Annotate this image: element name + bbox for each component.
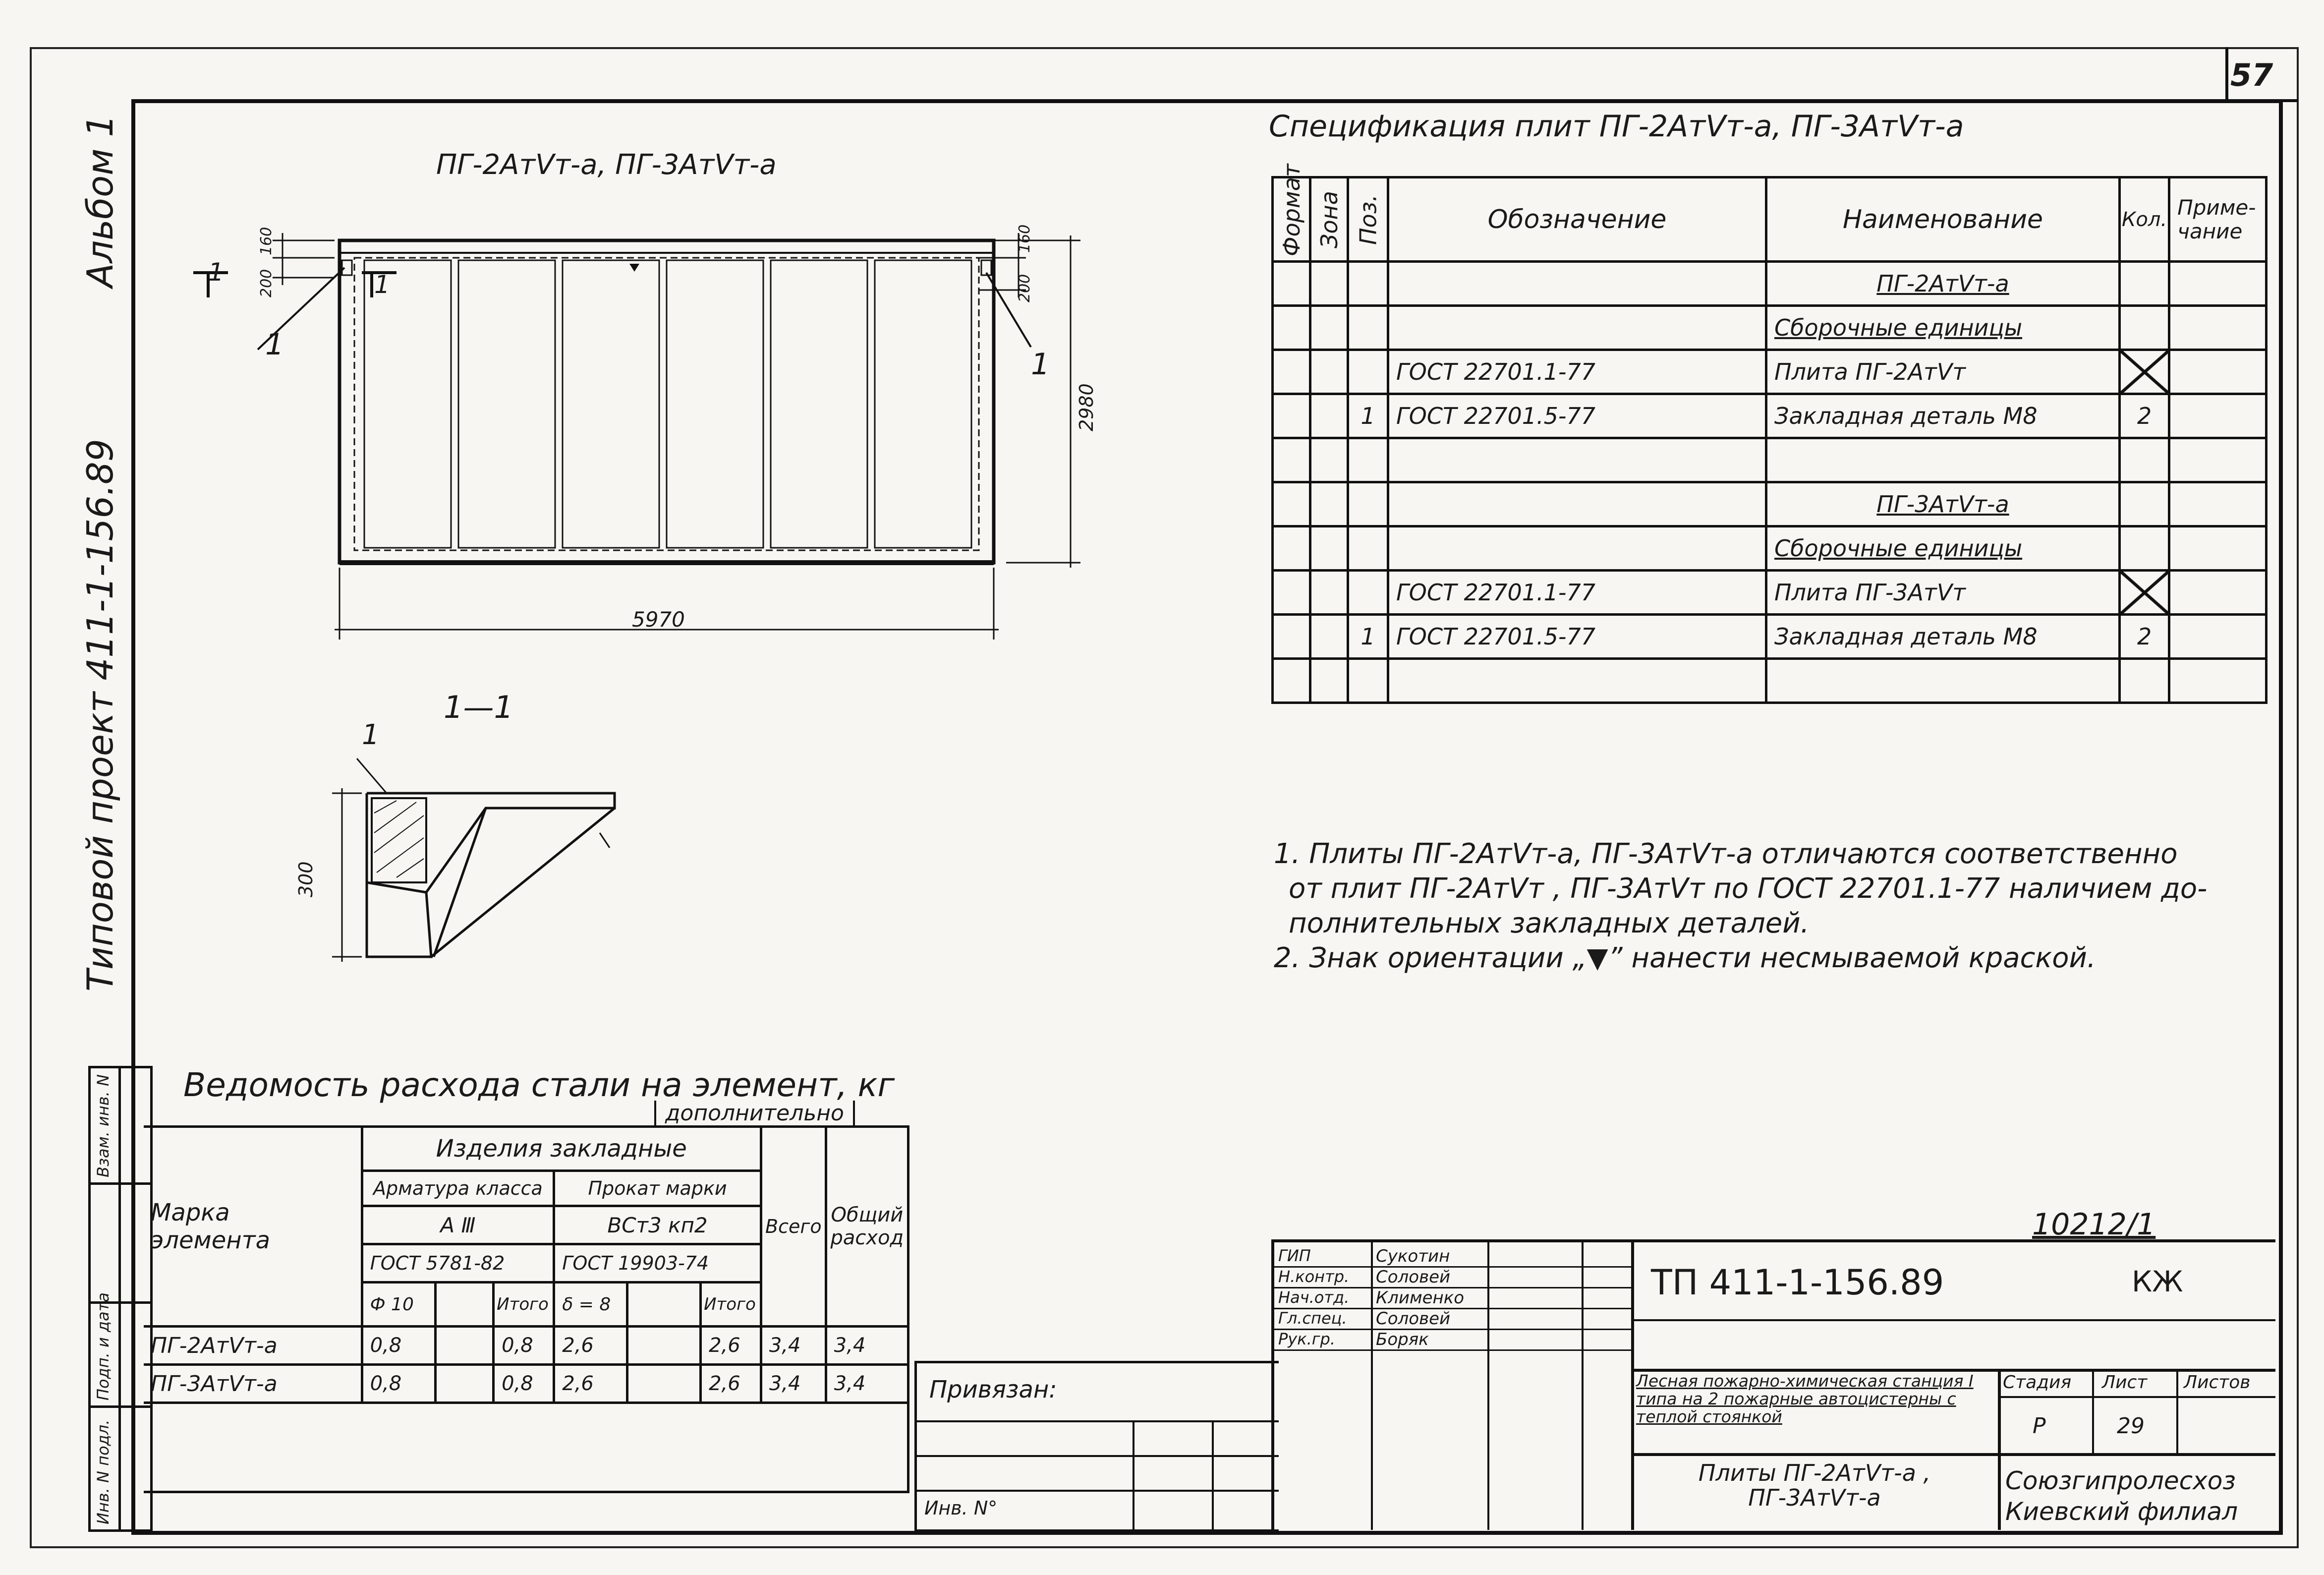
spec-name-cell: Сборочные единицы — [1766, 306, 2120, 350]
steel-h-total2: Итого — [701, 1283, 761, 1327]
person-name: Соловей — [1376, 1309, 1451, 1329]
side-stamp — [88, 1066, 153, 1532]
spec-table — [1271, 164, 2267, 704]
steel-h-delta: δ = 8 — [554, 1283, 627, 1327]
spec-note-cell — [2169, 482, 2267, 526]
spec-row — [1273, 306, 2267, 350]
spec-pos-cell: 1 — [1348, 615, 1388, 659]
spec-note-cell — [2169, 526, 2267, 571]
sheets-header: Листов — [2184, 1372, 2251, 1393]
spec-h-pos: Поз. — [1348, 177, 1388, 262]
spec-note-cell — [2169, 571, 2267, 615]
spec-qty-cell — [2120, 571, 2169, 615]
person-role: ГИП — [1278, 1246, 1311, 1265]
spec-qty-cell — [2120, 350, 2169, 394]
spec-designation-cell — [1388, 526, 1766, 571]
spec-row — [1273, 394, 2267, 438]
plan-title: ПГ-2АтⅤт-а, ПГ-3АтⅤт-а — [436, 149, 777, 181]
spec-designation-cell: ГОСТ 22701.1-77 — [1388, 350, 1766, 394]
spec-pos-cell — [1348, 571, 1388, 615]
spec-row — [1273, 262, 2267, 306]
spec-qty-cell — [2120, 659, 2169, 703]
spec-pos-cell — [1348, 438, 1388, 482]
sheet-header: Лист — [2102, 1372, 2148, 1393]
order-number: 10212/1 — [2032, 1207, 2156, 1242]
note-line-2: от плит ПГ-2АтⅤт , ПГ-3АтⅤт по ГОСТ 22701.1-77 наличием до- — [1289, 873, 2208, 905]
spec-qty-cell: 2 — [2120, 394, 2169, 438]
steel-cell-t1: 0,8 — [494, 1365, 554, 1403]
steel-cell-d: 2,6 — [554, 1365, 627, 1403]
plan-dim-width: 5970 — [632, 607, 685, 632]
plan-dim-height: 2980 — [1076, 383, 1097, 431]
steel-h-total1: Итого — [494, 1283, 554, 1327]
spec-qty-cell — [2120, 306, 2169, 350]
steel-cell-t1: 0,8 — [494, 1327, 554, 1365]
steel-title: Ведомость расхода стали на элемент, кг — [183, 1066, 895, 1104]
steel-h-products: Изделия закладные — [362, 1127, 761, 1171]
spec-note-cell — [2169, 306, 2267, 350]
stamp-label-inv: Взам. инв. N — [94, 1074, 113, 1177]
spec-format-cell — [1273, 306, 1310, 350]
steel-cell-phi: 0,8 — [362, 1365, 435, 1403]
steel-h-rebar: Арматура класса — [362, 1171, 554, 1206]
spec-h-designation: Обозначение — [1388, 177, 1766, 262]
steel-cell-blank — [435, 1365, 493, 1403]
steel-cell-blank — [627, 1327, 701, 1365]
spec-name-cell: Закладная деталь М8 — [1766, 615, 2120, 659]
spec-zone-cell — [1310, 571, 1348, 615]
spec-zone-cell — [1310, 262, 1348, 306]
person-name: Боряк — [1376, 1330, 1429, 1349]
spec-note-cell — [2169, 615, 2267, 659]
spec-name-cell — [1766, 438, 2120, 482]
steel-h-rebar-gost: ГОСТ 5781-82 — [362, 1244, 554, 1283]
steel-subtitle: дополнительно — [654, 1101, 855, 1128]
spec-zone-cell — [1310, 350, 1348, 394]
binding-label: Привязан: — [929, 1376, 1057, 1403]
steel-cell-phi: 0,8 — [362, 1327, 435, 1365]
stamp-label-orig: Инв. N подл. — [94, 1419, 113, 1524]
spec-format-cell — [1273, 615, 1310, 659]
note-line-3: полнительных закладных деталей. — [1289, 907, 1810, 939]
spec-designation-cell: ГОСТ 22701.1-77 — [1388, 571, 1766, 615]
steel-table — [144, 1125, 909, 1493]
person-name: Соловей — [1376, 1267, 1451, 1287]
spec-name-cell: ПГ-2АтⅤт-а — [1766, 262, 2120, 306]
spec-qty-cell — [2120, 438, 2169, 482]
steel-cell-mark: ПГ-2АтⅤт-а — [144, 1327, 362, 1365]
spec-row — [1273, 615, 2267, 659]
spec-zone-cell — [1310, 526, 1348, 571]
spec-h-qty: Кол. — [2120, 177, 2169, 262]
steel-h-rolled: Прокат марки — [554, 1171, 761, 1206]
plan-callout-right: 1 — [1031, 347, 1050, 382]
spec-note-cell — [2169, 659, 2267, 703]
steel-cell-t2: 2,6 — [701, 1327, 761, 1365]
organization: Союзгипролесхоз Киевский филиал — [2005, 1466, 2238, 1526]
spec-zone-cell — [1310, 659, 1348, 703]
steel-cell-mark: ПГ-3АтⅤт-а — [144, 1365, 362, 1403]
spec-zone-cell — [1310, 615, 1348, 659]
spec-zone-cell — [1310, 482, 1348, 526]
stage-value: Р — [2033, 1413, 2046, 1439]
title-block — [1271, 1239, 2275, 1530]
steel-cell-all: 3,4 — [761, 1365, 826, 1403]
steel-h-phi: Ф 10 — [362, 1283, 435, 1327]
steel-cell-all: 3,4 — [761, 1327, 826, 1365]
spec-note-cell — [2169, 350, 2267, 394]
spec-format-cell — [1273, 571, 1310, 615]
section-dim-300: 300 — [295, 861, 317, 897]
section-title: 1—1 — [444, 689, 513, 725]
sheet-value: 29 — [2117, 1413, 2145, 1439]
section-drawing — [297, 744, 654, 982]
spec-pos-cell — [1348, 350, 1388, 394]
spec-designation-cell — [1388, 659, 1766, 703]
person-name: Клименко — [1376, 1288, 1465, 1308]
section-mark-right: 1 — [374, 270, 390, 299]
steel-cell-blank — [627, 1365, 701, 1403]
spec-designation-cell: ГОСТ 22701.5-77 — [1388, 394, 1766, 438]
steel-cell-d: 2,6 — [554, 1327, 627, 1365]
steel-cell-gen: 3,4 — [826, 1365, 908, 1403]
binding-inv: Инв. N° — [924, 1497, 998, 1519]
spec-format-cell — [1273, 394, 1310, 438]
spec-row — [1273, 482, 2267, 526]
plan-dim-160-right: 160 — [1016, 224, 1033, 253]
spec-title: Спецификация плит ПГ-2АтⅤт-а, ПГ-3АтⅤт-а — [1269, 109, 1964, 144]
spec-qty-cell — [2120, 262, 2169, 306]
spec-name-cell: Плита ПГ-2АтⅤт — [1766, 350, 2120, 394]
stage-header: Стадия — [2003, 1372, 2072, 1393]
spec-pos-cell — [1348, 526, 1388, 571]
spec-pos-cell — [1348, 262, 1388, 306]
person-role: Рук.гр. — [1278, 1330, 1336, 1348]
steel-h-general: Общий расход — [826, 1127, 908, 1327]
steel-h-mark: Марка элемента — [144, 1127, 362, 1327]
drawing-name: Плиты ПГ-2АтⅤт-а , ПГ-3АтⅤт-а — [1698, 1459, 1931, 1511]
plan-callout-left: 1 — [265, 327, 284, 362]
spec-format-cell — [1273, 438, 1310, 482]
person-role: Нач.отд. — [1278, 1288, 1350, 1307]
spec-name-cell: ПГ-3АтⅤт-а — [1766, 482, 2120, 526]
spec-designation-cell — [1388, 438, 1766, 482]
spec-format-cell — [1273, 659, 1310, 703]
stamp-label-sign: Подп. и дата — [94, 1292, 113, 1400]
plan-dim-160: 160 — [258, 227, 275, 255]
spec-name-cell: Закладная деталь М8 — [1766, 394, 2120, 438]
spec-qty-cell — [2120, 482, 2169, 526]
spec-note-cell — [2169, 262, 2267, 306]
spec-note-cell — [2169, 394, 2267, 438]
plan-dim-200: 200 — [258, 269, 275, 297]
plan-dim-200-right: 200 — [1016, 274, 1033, 302]
steel-cell-t2: 2,6 — [701, 1365, 761, 1403]
spec-format-cell — [1273, 350, 1310, 394]
steel-h-rolled-grade: ВСт3 кп2 — [554, 1206, 761, 1244]
spec-designation-cell: ГОСТ 22701.5-77 — [1388, 615, 1766, 659]
binding-area — [914, 1361, 1279, 1532]
spec-h-format: Формат — [1273, 177, 1310, 262]
section-callout: 1 — [362, 719, 380, 751]
note-line-1: 1. Плиты ПГ-2АтⅤт-а, ПГ-3АтⅤт-а отличаются соответственно — [1274, 838, 2178, 870]
spec-row — [1273, 659, 2267, 703]
person-role: Н.контр. — [1278, 1267, 1350, 1286]
project-label: Типовой проект 411-1-156.89 — [79, 439, 121, 992]
doc-mark: КЖ — [2132, 1265, 2183, 1298]
spec-pos-cell — [1348, 306, 1388, 350]
steel-row — [144, 1365, 908, 1403]
spec-h-name: Наименование — [1766, 177, 2120, 262]
spec-pos-cell: 1 — [1348, 394, 1388, 438]
spec-row — [1273, 571, 2267, 615]
spec-zone-cell — [1310, 394, 1348, 438]
person-role: Гл.спец. — [1278, 1309, 1347, 1328]
spec-note-cell — [2169, 438, 2267, 482]
spec-qty-cell — [2120, 526, 2169, 571]
spec-h-zone: Зона — [1310, 177, 1348, 262]
spec-qty-cell: 2 — [2120, 615, 2169, 659]
spec-name-cell — [1766, 659, 2120, 703]
steel-cell-blank — [435, 1327, 493, 1365]
steel-cell-gen: 3,4 — [826, 1327, 908, 1365]
note-line-4: 2. Знак ориентации „▼” нанести несмываемой краской. — [1274, 942, 2096, 974]
spec-designation-cell — [1388, 262, 1766, 306]
spec-row — [1273, 438, 2267, 482]
spec-name-cell: Сборочные единицы — [1766, 526, 2120, 571]
plan-drawing — [173, 198, 1140, 669]
section-mark-left: 1 — [208, 258, 224, 287]
spec-row — [1273, 350, 2267, 394]
spec-pos-cell — [1348, 659, 1388, 703]
person-name: Сукотин — [1376, 1246, 1450, 1266]
steel-h-rebar-class: А Ⅲ — [362, 1206, 554, 1244]
spec-format-cell — [1273, 482, 1310, 526]
spec-format-cell — [1273, 262, 1310, 306]
steel-h-rolled-gost: ГОСТ 19903-74 — [554, 1244, 761, 1283]
spec-h-note: Приме-чание — [2169, 177, 2267, 262]
spec-format-cell — [1273, 526, 1310, 571]
spec-name-cell: Плита ПГ-3АтⅤт — [1766, 571, 2120, 615]
spec-designation-cell — [1388, 306, 1766, 350]
spec-row — [1273, 526, 2267, 571]
album-label: Альбом 1 — [79, 114, 121, 288]
spec-designation-cell — [1388, 482, 1766, 526]
doc-code: ТП 411-1-156.89 — [1651, 1262, 1944, 1303]
spec-pos-cell — [1348, 482, 1388, 526]
steel-h-all: Всего — [761, 1127, 826, 1327]
spec-zone-cell — [1310, 306, 1348, 350]
sheet-number: 57 — [2230, 57, 2273, 93]
spec-zone-cell — [1310, 438, 1348, 482]
object-name: Лесная пожарно-химическая станция I типа на 2 пожарные автоцистерны с теплой стоянкой — [1636, 1371, 1974, 1426]
steel-row — [144, 1327, 908, 1365]
